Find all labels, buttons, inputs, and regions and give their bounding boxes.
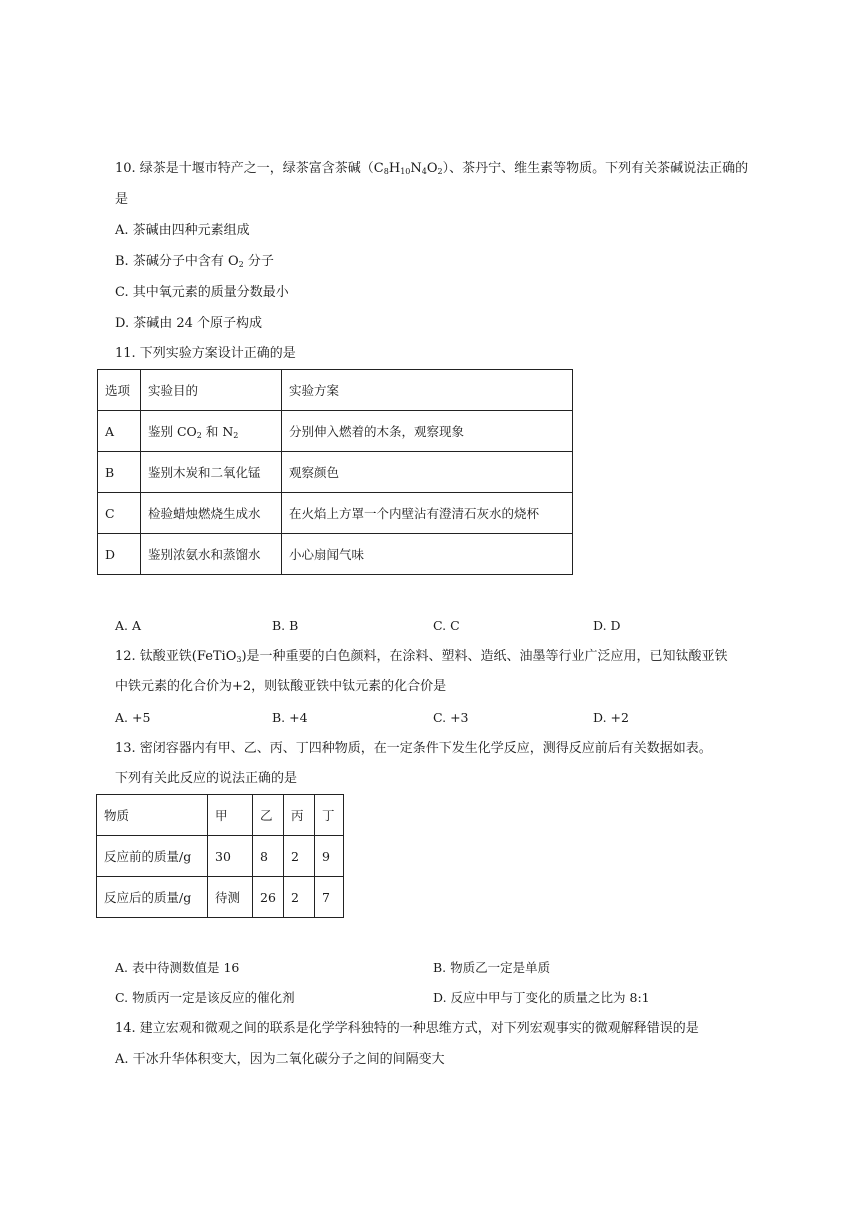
table-header-cell: 实验方案	[282, 370, 573, 411]
table-cell: 2	[284, 836, 315, 877]
q12-stem-line1: 12. 钛酸亚铁(FeTiO$_3$)是一种重要的白色颜料，在涂料、塑料、造纸、油墨等行业广泛应用，已知钛酸亚铁	[115, 649, 728, 664]
q11-table	[97, 369, 573, 575]
table-header-cell: 丙	[284, 795, 315, 836]
q10-stem-line2: 是	[115, 192, 129, 207]
q11-choice-d: D. D	[593, 618, 621, 633]
table-row	[97, 836, 344, 877]
table-header-cell: 实验目的	[141, 370, 282, 411]
table-header-cell: 甲	[208, 795, 253, 836]
q10-option-c: C. 其中氧元素的质量分数最小	[115, 285, 289, 300]
table-cell: 26	[253, 877, 284, 918]
q11-stem: 11. 下列实验方案设计正确的是	[115, 346, 296, 361]
table-cell: 鉴别木炭和二氧化锰	[141, 452, 282, 493]
table-cell: 小心扇闻气味	[282, 534, 573, 575]
table-cell: 30	[208, 836, 253, 877]
table-cell: 8	[253, 836, 284, 877]
q10-option-b: B. 茶碱分子中含有 $O_2$ 分子	[115, 254, 274, 269]
table-cell: 检验蜡烛燃烧生成水	[141, 493, 282, 534]
table-header-cell: 物质	[97, 795, 208, 836]
table-header-row	[98, 370, 573, 411]
table-row	[98, 534, 573, 575]
table-cell: B	[98, 452, 141, 493]
q13-stem-line2: 下列有关此反应的说法正确的是	[115, 771, 298, 786]
table-cell: 分别伸入燃着的木条，观察现象	[282, 411, 573, 452]
table-header-cell: 乙	[253, 795, 284, 836]
table-row	[98, 452, 573, 493]
q13-table	[96, 794, 344, 918]
table-cell: 反应前的质量/g	[97, 836, 208, 877]
table-cell: 鉴别 $CO_2$ 和 $N_2$	[141, 411, 282, 452]
table-cell: A	[98, 411, 141, 452]
q10-option-a: A. 茶碱由四种元素组成	[115, 223, 250, 238]
q12-choice-c: C. +3	[433, 710, 469, 725]
table-cell: 2	[284, 877, 315, 918]
q13-stem-line1: 13. 密闭容器内有甲、乙、丙、丁四种物质，在一定条件下发生化学反应，测得反应前后有关数据如表。	[115, 741, 712, 756]
q14-stem: 14. 建立宏观和微观之间的联系是化学学科独特的一种思维方式，对下列宏观事实的微观解释错误的是	[115, 1021, 699, 1036]
table-row	[98, 493, 573, 534]
q11-choice-b: B. B	[272, 618, 299, 633]
table-cell: 7	[315, 877, 344, 918]
q12-stem-line2: 中铁元素的化合价为+2，则钛酸亚铁中钛元素的化合价是	[115, 679, 447, 694]
table-cell: 鉴别浓氨水和蒸馏水	[141, 534, 282, 575]
q12-choice-b: B. +4	[272, 710, 308, 725]
table-header-row	[97, 795, 344, 836]
q11-choice-c: C. C	[433, 618, 460, 633]
q14-option-a: A. 干冰升华体积变大，因为二氧化碳分子之间的间隔变大	[115, 1052, 445, 1067]
table-cell: C	[98, 493, 141, 534]
table-header-cell: 选项	[98, 370, 141, 411]
table-header-cell: 丁	[315, 795, 344, 836]
table-row	[97, 877, 344, 918]
table-cell: 9	[315, 836, 344, 877]
q11-choice-a: A. A	[115, 618, 142, 633]
q12-choice-d: D. +2	[593, 710, 629, 725]
table-cell: 反应后的质量/g	[97, 877, 208, 918]
table-cell: D	[98, 534, 141, 575]
q13-choice-b: B. 物质乙一定是单质	[433, 960, 551, 975]
table-row	[98, 411, 573, 452]
q12-choice-a: A. +5	[115, 710, 151, 725]
q13-choice-d: D. 反应中甲与丁变化的质量之比为 8:1	[433, 990, 650, 1005]
q13-choice-a: A. 表中待测数值是 16	[115, 960, 240, 975]
q13-choice-c: C. 物质丙一定是该反应的催化剂	[115, 990, 295, 1005]
table-cell: 在火焰上方罩一个内壁沾有澄清石灰水的烧杯	[282, 493, 573, 534]
table-cell: 待测	[208, 877, 253, 918]
q10-stem-line1: 10. 绿茶是十堰市特产之一，绿茶富含茶碱$(C_8H_{10}N_4O_2)$、茶丹宁、维生素等物质。下列有关茶碱说法正确的	[115, 161, 749, 176]
table-cell: 观察颜色	[282, 452, 573, 493]
q10-option-d: D. 茶碱由 24 个原子构成	[115, 316, 263, 331]
